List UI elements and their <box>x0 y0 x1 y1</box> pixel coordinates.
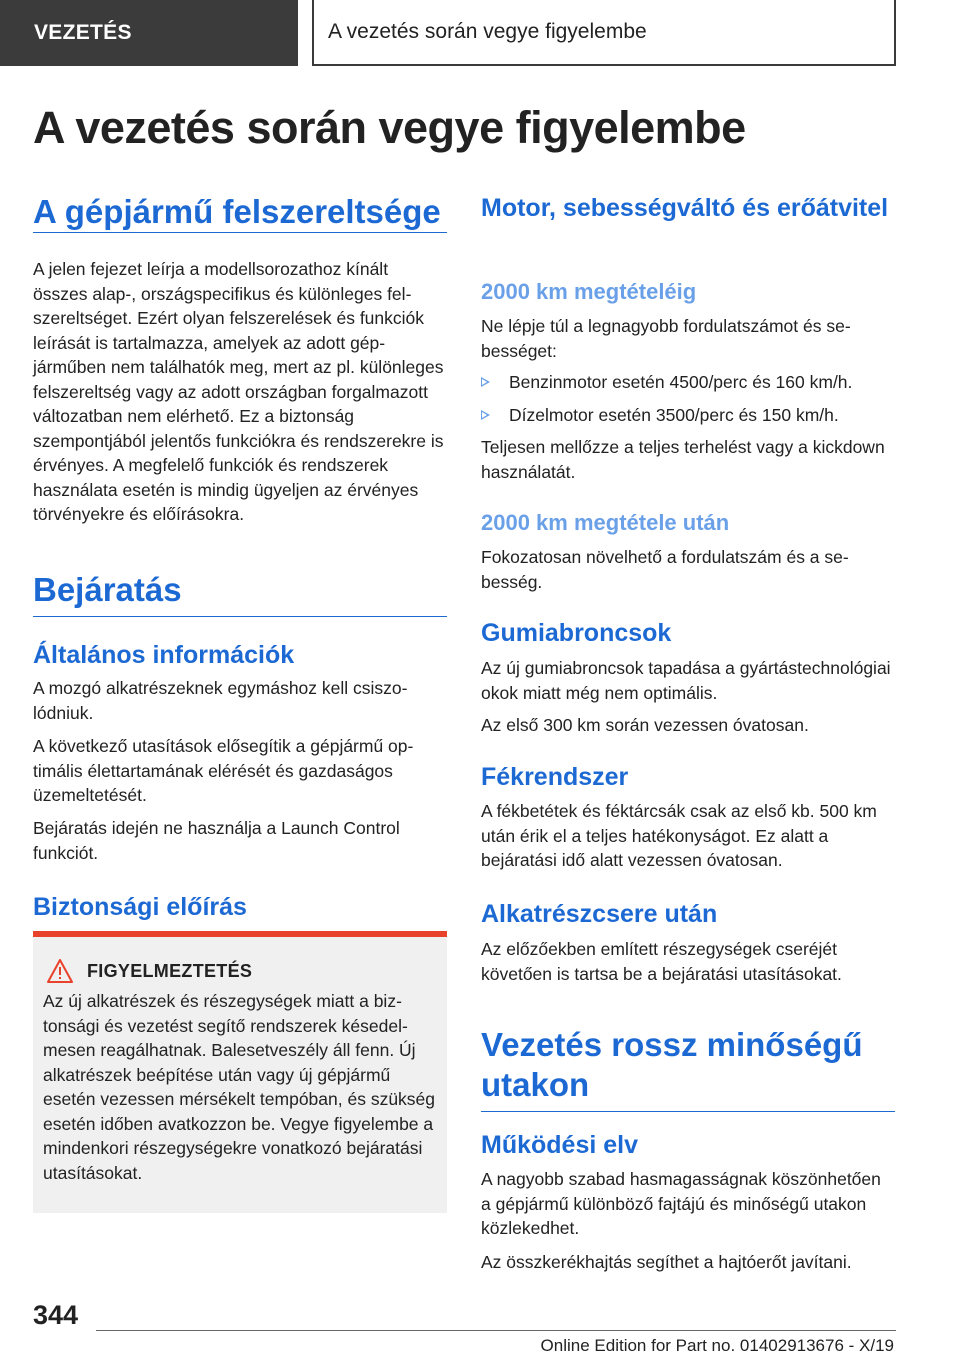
bullet-triangle-icon <box>481 377 490 387</box>
warning-text: Az új alkatrészek és részegységek miatt a biztonsági és vezetést segítő rendszerek késedelmesen reagálhatnak. Balesetveszély áll fenn. Új alkatrészek beépítése után vagy új gépjármű esetén vezessen mérsékelt tempóban, és szükség esetén időben avatkozzon be. Vegye figyelembe a mindenkori részegységekre vonatkozó bejáratási utasításokat. <box>43 991 436 1183</box>
tyres-p2: Az első 300 km során vezessen óvatosan. <box>481 715 809 735</box>
tyres-p1: Az új gumiabroncsok tapadása a gyártástechnológiai okok miatt még nem optimális. <box>481 658 891 703</box>
principle-heading: Működési elv <box>481 1131 638 1159</box>
bullet-triangle-icon <box>481 410 490 420</box>
warning-box <box>33 931 447 1213</box>
warning-header <box>43 959 437 983</box>
equipment-heading: A gépjármű felszereltsége <box>33 192 447 233</box>
until-2000-text: Ne lépje túl a legnagyobb fordulatszámot és sebességet: <box>481 316 851 361</box>
warning-title: FIGYELMEZTETÉS <box>87 960 253 981</box>
bullet-diesel <box>481 403 895 428</box>
safety-heading: Biztonsági előírás <box>33 893 247 921</box>
after-2000-heading: 2000 km megtétele után <box>481 510 730 535</box>
general-info-heading: Általános információk <box>33 641 295 669</box>
general-info-p1: A mozgó alkatrészeknek egymáshoz kell csiszolódniuk. <box>33 678 408 723</box>
brakes-heading: Fékrendszer <box>481 763 629 791</box>
equipment-text: A jelen fejezet leírja a modellsorozathoz kínált összes alap-, országspecifikus és különleges felszereltséget. Ezért olyan felszerelések és funkciók leírását is tartalmazza, amelyek az adott gépjárműben nem találhatók meg, mert az pl. különleges felszereltség vagy az adott országban forgalmazott változatban nem elérhető. Ez a biztonság szempontjából jelentős funkciókra és rendszerekre is érvényes. A megfelelő funkciók és rendszerek használata esetén is mindig ügyeljen az érvényes törvényekre és előírásokra. <box>33 259 444 524</box>
principle-p1: A nagyobb szabad hasmagasságnak köszönhetően a gépjármű különböző fajtájú és minőségű utakon közlekedhet. <box>481 1169 881 1238</box>
brakes-text: A fékbetétek és féktárcsák csak az első kb. 500 km után érik el a teljes hatékonyságot. Ez alatt a bejáratási idő alatt vezessen óvatosan. <box>481 801 877 870</box>
principle-p2: Az összkerékhajtás segíthet a hajtóerőt javítani. <box>481 1252 852 1272</box>
parts-heading: Alkatrészcsere után <box>481 900 718 928</box>
general-info-p3: Bejáratás idején ne használja a Launch Control funkciót. <box>33 818 400 863</box>
parts-text: Az előzőekben említett részegységek cseréjét követően is tartsa be a bejáratási utasításokat. <box>481 939 842 984</box>
after-2000-text: Fokozatosan növelhető a fordulatszám és a sebesség. <box>481 547 849 592</box>
chapter-title: A vezetés során vegye figyelembe <box>312 0 896 66</box>
chapter-tab: VEZETÉS <box>0 0 298 66</box>
bullet-text: Benzinmotor esetén 4500/perc és 160 km/h. <box>509 372 853 392</box>
general-info-p2: A következő utasítások elősegítik a gépjármű optimális élettartamának elérését és gazdaságos üzemeltetését. <box>33 736 414 805</box>
engine-heading: Motor, sebességváltó és erőátvitel <box>481 194 889 222</box>
footer-divider <box>96 1330 896 1331</box>
bullet-text: Dízelmotor esetén 3500/perc és 150 km/h. <box>509 405 839 425</box>
warning-triangle-icon <box>47 959 73 983</box>
until-2000-heading: 2000 km megtételéig <box>481 279 697 304</box>
edition-note: Online Edition for Part no. 01402913676 - X/19 <box>540 1336 894 1355</box>
page-number: 344 <box>33 1300 79 1330</box>
bad-roads-heading: Vezetés rossz minőségű utakon <box>481 1025 895 1112</box>
until-2000-text2: Teljesen mellőzze a teljes terhelést vagy a kickdown használatát. <box>481 437 885 482</box>
page-title: A vezetés során vegye figyelembe <box>33 102 746 153</box>
breakin-heading: Bejáratás <box>33 570 447 617</box>
tyres-heading: Gumiabroncsok <box>481 619 672 647</box>
bullet-petrol <box>481 370 895 395</box>
